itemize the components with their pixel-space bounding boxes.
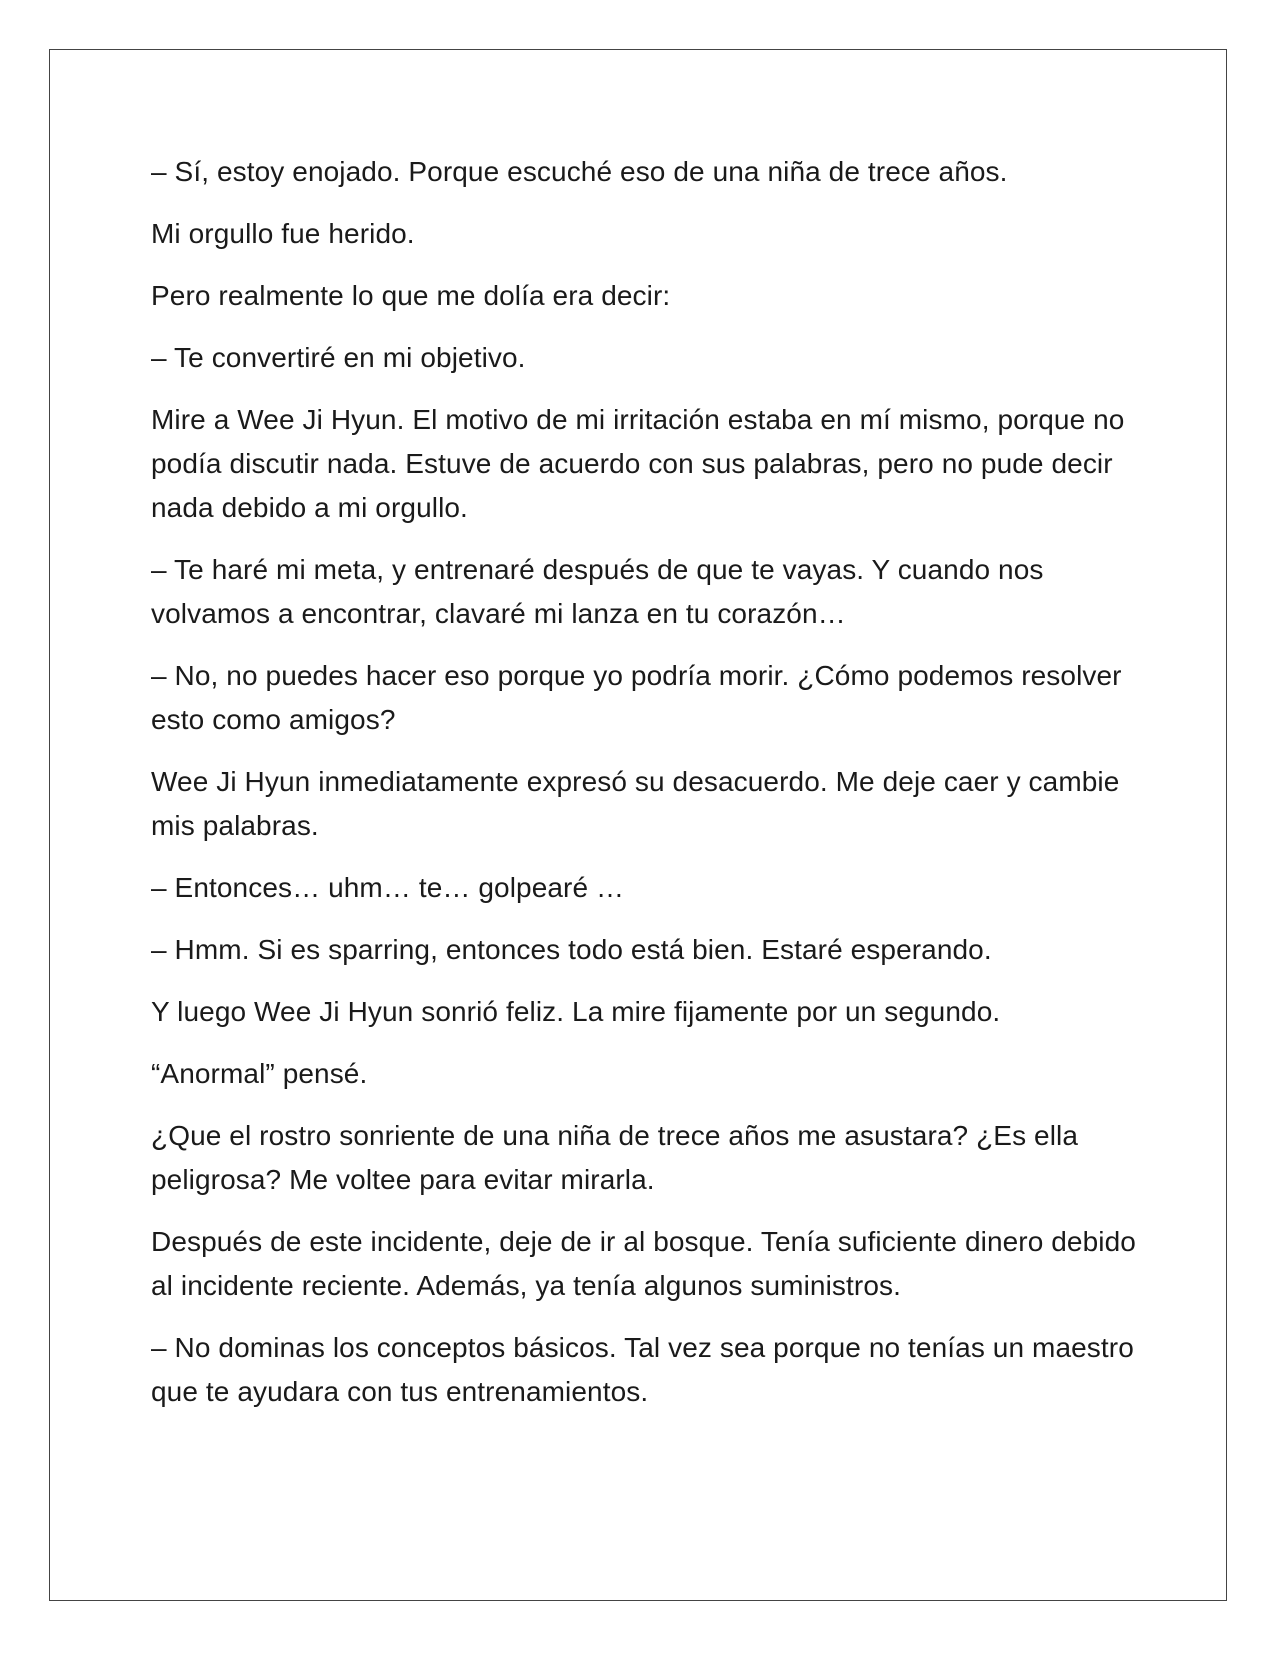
paragraph: – Entonces… uhm… te… golpearé …	[151, 872, 625, 903]
paragraph: Pero realmente lo que me dolía era decir:	[151, 280, 671, 311]
paragraph: – Te convertiré en mi objetivo.	[151, 342, 526, 373]
paragraph: Wee Ji Hyun inmediatamente expresó su desacuerdo. Me deje caer y cambie mis palabras.	[151, 766, 1120, 841]
page-content	[151, 150, 1141, 1432]
paragraph: “Anormal” pensé.	[151, 1058, 368, 1089]
paragraph: Mire a Wee Ji Hyun. El motivo de mi irritación estaba en mí mismo, porque no podía discutir nada. Estuve de acuerdo con sus palabras, pero no pude decir nada debido a mi orgullo.	[151, 404, 1125, 523]
paragraph: – Hmm. Si es sparring, entonces todo está bien. Estaré esperando.	[151, 934, 992, 965]
paragraph: ¿Que el rostro sonriente de una niña de trece años me asustara? ¿Es ella peligrosa? Me voltee para evitar mirarla.	[151, 1120, 1079, 1195]
paragraph: Después de este incidente, deje de ir al bosque. Tenía suficiente dinero debido al incidente reciente. Además, ya tenía algunos suministros.	[151, 1226, 1136, 1301]
paragraph: – Te haré mi meta, y entrenaré después de que te vayas. Y cuando nos volvamos a encontrar, clavaré mi lanza en tu corazón…	[151, 554, 1044, 629]
paragraph: Mi orgullo fue herido.	[151, 218, 415, 249]
paragraph: Y luego Wee Ji Hyun sonrió feliz. La mire fijamente por un segundo.	[151, 996, 1001, 1027]
paragraph: – No, no puedes hacer eso porque yo podría morir. ¿Cómo podemos resolver esto como amigos?	[151, 660, 1122, 735]
paragraph: – Sí, estoy enojado. Porque escuché eso de una niña de trece años.	[151, 156, 1008, 187]
paragraph: – No dominas los conceptos básicos. Tal vez sea porque no tenías un maestro que te ayudara con tus entrenamientos.	[151, 1332, 1134, 1407]
